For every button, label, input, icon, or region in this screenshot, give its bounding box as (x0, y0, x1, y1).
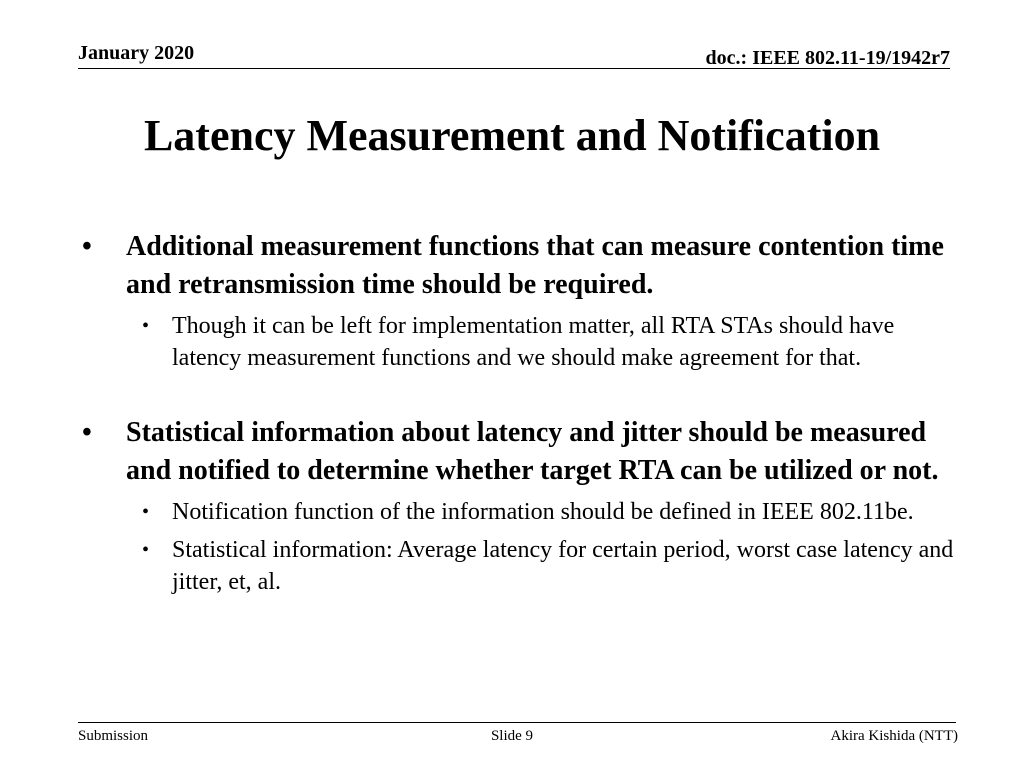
footer-author: Akira Kishida (NTT) (830, 728, 958, 744)
bullet-2 (78, 414, 958, 490)
bullet-dot-icon: • (82, 231, 92, 262)
header-divider (78, 68, 950, 69)
bullet-1-sub-1 (78, 310, 958, 374)
bullet-2-sub-2 (78, 534, 958, 598)
sub-bullet-dot-icon: • (142, 501, 150, 523)
sub-bullet-dot-icon: • (142, 315, 150, 337)
bullet-dot-icon: • (82, 417, 92, 448)
sub-bullet-dot-icon: • (142, 539, 150, 561)
bullet-2-sub-1 (78, 496, 958, 528)
footer-slide-number: Slide 9 (490, 728, 534, 744)
footer-divider (78, 722, 956, 723)
bullet-2-sub-1-text: Notification function of the information should be defined in IEEE 802.11be. (172, 499, 914, 525)
bullet-1 (78, 228, 958, 304)
bullet-2-sub-2-text: Statistical information: Average latency for certain period, worst case latency and jitter, et, al. (172, 537, 954, 595)
header-date: January 2020 (78, 42, 195, 64)
footer-submission: Submission (78, 728, 149, 744)
bullet-1-sub-1-text: Though it can be left for implementation matter, all RTA STAs should have latency measurement functions and we should make agreement for that. (172, 313, 895, 371)
slide-body (78, 228, 958, 598)
bullet-2-text: Statistical information about latency and jitter should be measured and notified to determine whether target RTA can be utilized or not. (126, 417, 939, 486)
slide-title: Latency Measurement and Notification (143, 111, 881, 160)
bullet-1-text: Additional measurement functions that can measure contention time and retransmission time should be required. (126, 231, 944, 300)
header-doc-id: doc.: IEEE 802.11-19/1942r7 (705, 47, 950, 69)
